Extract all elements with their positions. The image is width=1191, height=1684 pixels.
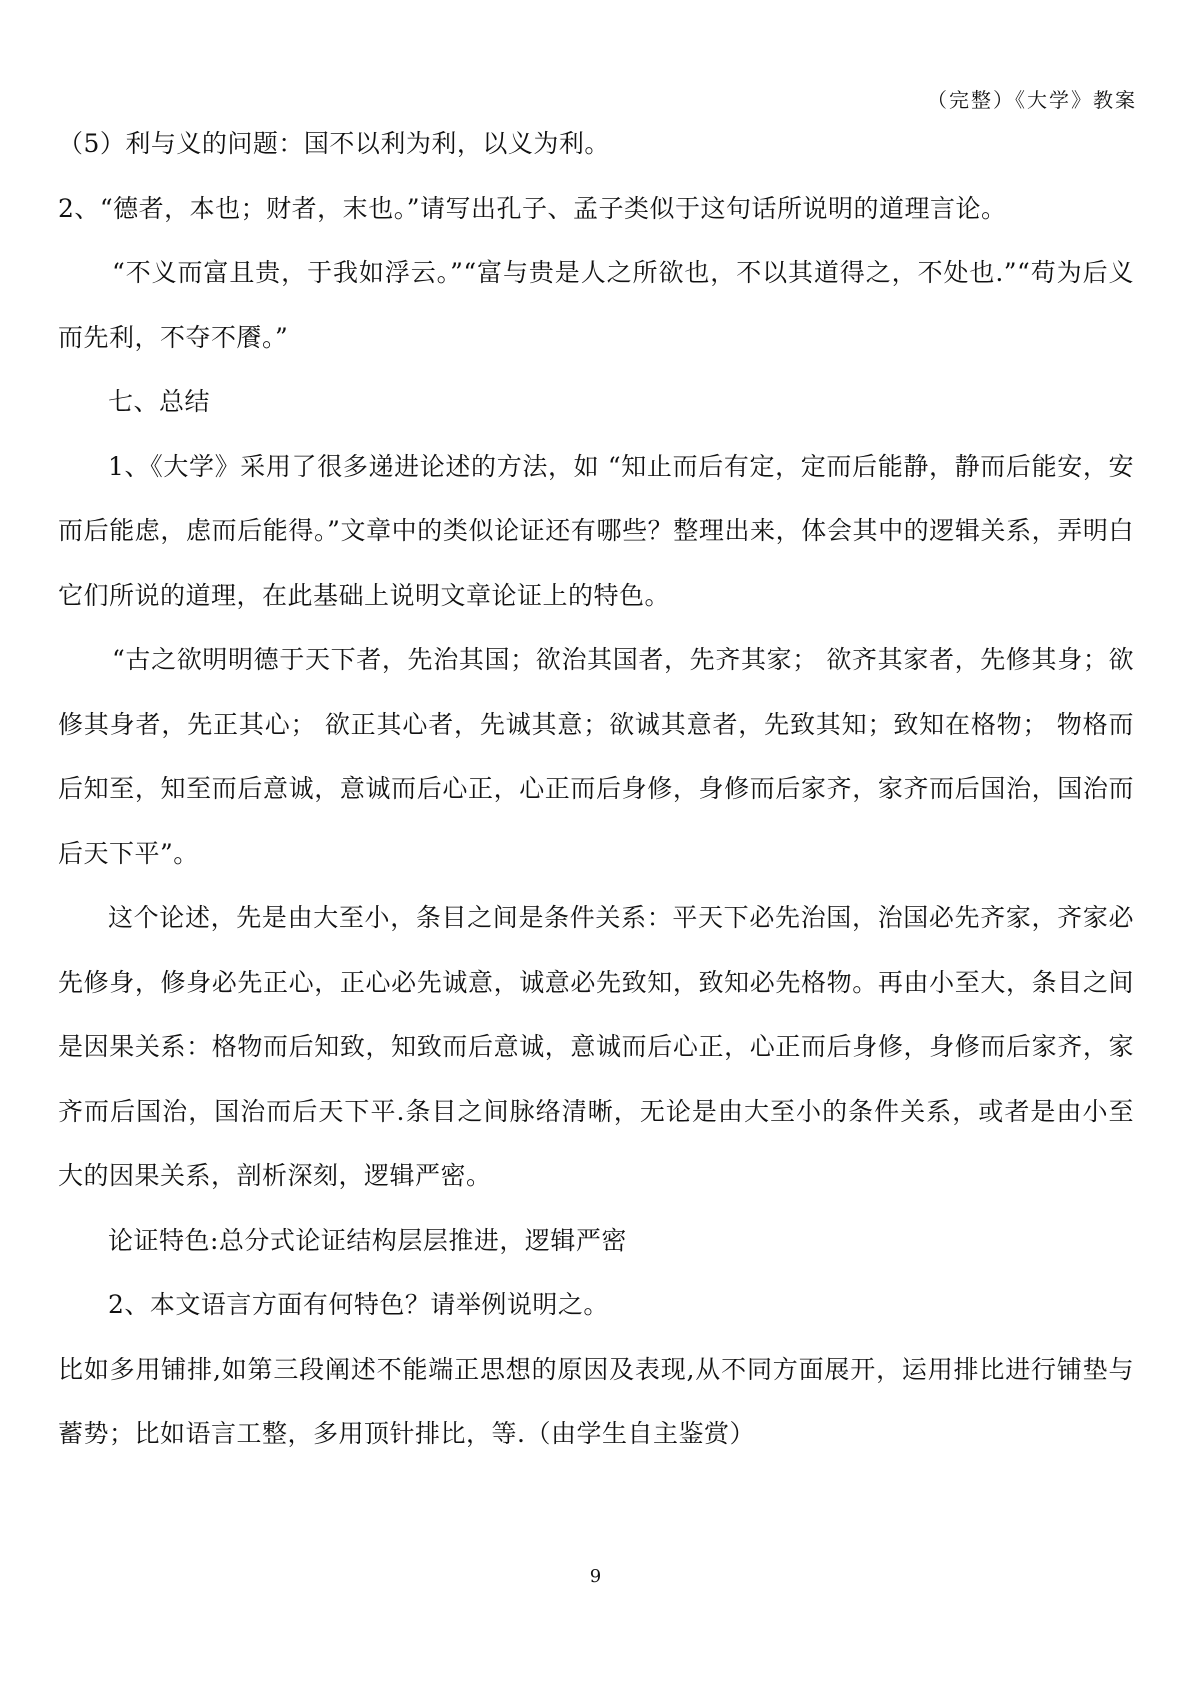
paragraph-analysis: 这个论述，先是由大至小，条目之间是条件关系：平天下必先治国，治国必先齐家，齐家必先修身，修身必先正心，正心必先诚意，诚意必先致知，致知必先格物。再由小至大，条目之间是因果关系：格物而后知致，知致而后意诚，意诚而后心正，心正而后身修，身修而后家齐，家齐而后国治，国治而后天下平.条目之间脉络清晰，无论是由大至小的条件关系，或者是由小至大的因果关系，剖析深刻，逻辑严密。 [58, 903, 1134, 1190]
section-heading-summary: 七、总结 [108, 387, 211, 416]
paragraph-summary-1: 1、《大学》采用了很多递进论述的方法，如 “知止而后有定，定而后能静，静而后能安，安而后能虑，虑而后能得。”文章中的类似论证还有哪些？整理出来，体会其中的逻辑关系，弄明白它们所说的道理，在此基础上说明文章论证上的特色。 [58, 451, 1134, 610]
paragraph-summary-2: 2、本文语言方面有何特色？请举例说明之。 [108, 1290, 609, 1319]
paragraph-question-2: 2、“德者，本也；财者，末也。”请写出孔子、孟子类似于这句话所说明的道理言论。 [58, 193, 1007, 223]
paragraph-argument-feature: 论证特色:总分式论证结构层层推进，逻辑严密 [108, 1225, 627, 1255]
body-text [58, 112, 1134, 1467]
page-number: 9 [589, 1566, 602, 1587]
paragraph-quotes: “不义而富且贵，于我如浮云。”“富与贵是人之所欲也，不以其道得之，不处也.”“苟为后义而先利，不夺不餍。” [58, 258, 1134, 352]
paragraph-point-5: （5）利与义的问题：国不以利为利，以义为利。 [58, 129, 610, 158]
paragraph-classic-quote: “古之欲明明德于天下者，先治其国；欲治其国者，先齐其家； 欲齐其家者，先修其身；欲修其身者，先正其心； 欲正其心者，先诚其意；欲诚其意者，先致其知；致知在格物； 物格而后知至，知至而后意诚，意诚而后心正，心正而后身修，身修而后家齐，家齐而后国治，国治而后天下平”。 [58, 645, 1134, 868]
paragraph-language-feature: 比如多用铺排,如第三段阐述不能端正思想的原因及表现,从不同方面展开，运用排比进行铺垫与蓄势；比如语言工整，多用顶针排比，等.（由学生自主鉴赏） [58, 1354, 1134, 1448]
running-header: （完整）《大学》教案 [927, 88, 1137, 112]
